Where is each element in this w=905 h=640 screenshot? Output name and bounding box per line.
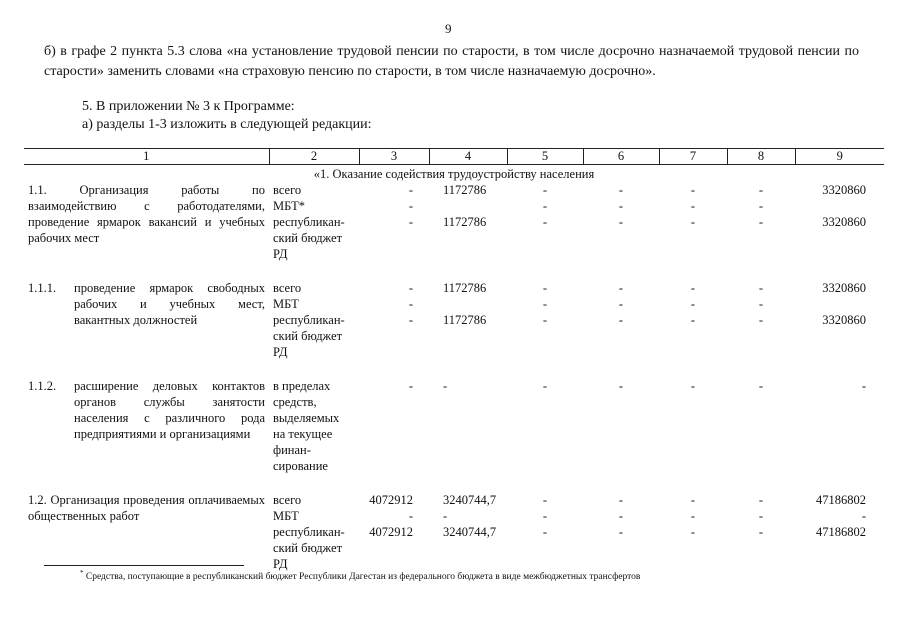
row-description-cell <box>24 492 269 572</box>
value-line: - <box>690 199 696 213</box>
value-line <box>731 328 791 344</box>
value-line <box>363 246 425 262</box>
value-line: - <box>758 509 764 523</box>
financing-source-line: средств, <box>273 395 317 409</box>
row-spacer <box>24 360 884 378</box>
value-line <box>799 540 880 556</box>
table-row <box>24 378 884 474</box>
financing-source-line: республикан- <box>273 313 345 327</box>
table-row <box>24 182 884 262</box>
paragraph-amendment-b: б) в графе 2 пункта 5.3 слова «на установление трудовой пенсии по старости, в том числе досрочно назначаемой трудовой пенсии по старости» заменить словами «на страховую пенсию по старости, в том числе назначаемую досрочно». <box>44 44 859 79</box>
value-line: - <box>408 215 413 229</box>
value-line: - <box>408 199 413 213</box>
value-cell-c8 <box>727 378 795 474</box>
footnote-text: Средства, поступающие в республиканский бюджет Республики Дагестан из федерального бюджета в виде межбюджетных трансфертов <box>85 572 641 583</box>
value-cell-c7 <box>659 182 727 262</box>
value-line: - <box>758 281 764 295</box>
value-cell-c3 <box>359 280 429 360</box>
value-line: - <box>690 215 696 229</box>
column-header: 3 <box>359 149 429 165</box>
value-line: - <box>690 525 696 539</box>
value-line: - <box>542 215 548 229</box>
value-cell-c5 <box>507 378 583 474</box>
value-line <box>731 344 791 360</box>
value-line: - <box>443 379 448 393</box>
value-cell-c4 <box>429 280 507 360</box>
financing-source-line: РД <box>273 345 288 359</box>
financing-source-cell <box>269 280 359 360</box>
item-number: 1.1.1. <box>28 281 57 295</box>
value-cell-c6 <box>583 182 659 262</box>
value-line: 3240744,7 <box>443 493 497 507</box>
value-line: - <box>408 183 413 197</box>
financing-source-line: ский бюджет <box>273 541 343 555</box>
value-cell-c6 <box>583 378 659 474</box>
value-line <box>363 328 425 344</box>
value-cell-c8 <box>727 182 795 262</box>
value-line <box>731 246 791 262</box>
value-line: - <box>690 379 696 393</box>
financing-source-line: республикан- <box>273 215 345 229</box>
item-description: проведение ярмарок свободных рабочих и учебных мест, вакантных должностей <box>74 281 265 327</box>
value-line <box>433 328 503 344</box>
value-line: - <box>618 313 624 327</box>
value-line: 1172786 <box>443 281 487 295</box>
value-cell-c3 <box>359 492 429 572</box>
value-cell-c4 <box>429 182 507 262</box>
footnote-mark: * <box>80 569 84 577</box>
financing-source-line: на текущее <box>273 427 333 441</box>
value-line: - <box>618 183 624 197</box>
financing-source-line: РД <box>273 557 288 571</box>
value-line: - <box>758 215 764 229</box>
row-spacer-cell <box>24 360 884 378</box>
value-line <box>799 328 880 344</box>
value-line <box>433 344 503 360</box>
column-header: 9 <box>795 149 884 165</box>
financing-source-line: всего <box>273 183 302 197</box>
paragraph-item-5: 5. В приложении № 3 к Программе: <box>82 99 295 114</box>
value-line: - <box>408 509 413 523</box>
item-description: 1.1. Организация работы по взаимодействию с работодателями, проведение ярмарок вакансий и учебных рабочих мест <box>28 183 265 245</box>
value-cell-c4 <box>429 492 507 572</box>
value-line <box>511 344 579 360</box>
value-line: - <box>690 493 696 507</box>
financing-source-line: РД <box>273 247 288 261</box>
value-line <box>799 246 880 262</box>
value-cell-c9 <box>795 378 884 474</box>
value-cell-c6 <box>583 492 659 572</box>
value-cell-c8 <box>727 492 795 572</box>
financing-source-cell <box>269 378 359 474</box>
value-line <box>799 296 880 312</box>
value-line <box>363 540 425 556</box>
value-cell-c5 <box>507 492 583 572</box>
value-line <box>731 556 791 572</box>
financing-source-line: сирование <box>273 459 328 473</box>
value-cell-c9 <box>795 182 884 262</box>
value-line <box>511 246 579 262</box>
value-cell-c3 <box>359 182 429 262</box>
value-line: - <box>618 525 624 539</box>
value-line <box>663 540 723 556</box>
value-line: - <box>618 199 624 213</box>
row-spacer <box>24 474 884 492</box>
value-cell-c7 <box>659 378 727 474</box>
value-line: - <box>758 313 764 327</box>
value-line: - <box>758 199 764 213</box>
value-line: - <box>542 313 548 327</box>
value-cell-c5 <box>507 182 583 262</box>
item-description: 1.2. Организация проведения оплачиваемых общественных работ <box>28 493 265 523</box>
column-header: 8 <box>727 149 795 165</box>
financing-source-line: МБТ <box>273 509 299 523</box>
value-line: - <box>542 525 548 539</box>
value-line <box>587 344 655 360</box>
footnote-divider <box>44 565 244 566</box>
value-line <box>663 246 723 262</box>
value-line <box>587 540 655 556</box>
table-header-row <box>24 149 884 165</box>
financing-source-line: всего <box>273 281 302 295</box>
value-line: - <box>408 379 413 393</box>
value-line <box>663 344 723 360</box>
value-line: - <box>408 297 413 311</box>
value-line <box>663 556 723 572</box>
value-line <box>587 246 655 262</box>
value-line: 3240744,7 <box>443 525 497 539</box>
value-line <box>511 328 579 344</box>
value-line <box>433 540 503 556</box>
value-line: 3320860 <box>822 215 866 229</box>
value-line: 3320860 <box>822 281 866 295</box>
financing-source-line: МБТ* <box>273 199 306 213</box>
value-line <box>511 540 579 556</box>
row-spacer <box>24 262 884 280</box>
value-line: - <box>758 525 764 539</box>
value-line <box>433 296 503 312</box>
value-line: - <box>690 313 696 327</box>
value-line: - <box>542 379 548 393</box>
value-line: - <box>861 379 866 393</box>
value-line: - <box>690 281 696 295</box>
value-line: - <box>542 509 548 523</box>
value-line: - <box>758 183 764 197</box>
value-line <box>799 556 880 572</box>
value-line <box>433 230 503 246</box>
value-line: 47186802 <box>816 525 866 539</box>
value-line <box>799 198 880 214</box>
row-description-cell <box>24 378 269 474</box>
program-table <box>24 148 884 572</box>
section-title-row <box>24 165 884 183</box>
value-cell-c7 <box>659 280 727 360</box>
value-line: 3320860 <box>822 313 866 327</box>
value-line: - <box>861 509 866 523</box>
value-cell-c6 <box>583 280 659 360</box>
financing-source-line: МБТ <box>273 297 299 311</box>
row-spacer-cell <box>24 262 884 280</box>
column-header: 6 <box>583 149 659 165</box>
value-cell-c4 <box>429 378 507 474</box>
value-line <box>433 246 503 262</box>
value-line: - <box>758 297 764 311</box>
value-line: - <box>690 509 696 523</box>
value-line <box>363 230 425 246</box>
value-line: - <box>690 183 696 197</box>
value-line: 1172786 <box>443 183 487 197</box>
value-line: 47186802 <box>816 493 866 507</box>
value-line <box>511 230 579 246</box>
value-line: - <box>542 183 548 197</box>
value-line <box>663 328 723 344</box>
value-line: - <box>618 493 624 507</box>
value-cell-c5 <box>507 280 583 360</box>
column-header: 7 <box>659 149 727 165</box>
value-line: - <box>408 281 413 295</box>
financing-source-cell <box>269 492 359 572</box>
financing-source-line: всего <box>273 493 302 507</box>
value-line: - <box>618 215 624 229</box>
value-line <box>363 344 425 360</box>
row-description-cell <box>24 280 269 360</box>
value-line: - <box>618 509 624 523</box>
value-line: - <box>542 199 548 213</box>
value-line: - <box>618 281 624 295</box>
value-cell-c9 <box>795 280 884 360</box>
table-row <box>24 492 884 572</box>
value-line <box>731 540 791 556</box>
value-cell-c7 <box>659 492 727 572</box>
value-line <box>587 328 655 344</box>
page-number: 9 <box>445 21 452 36</box>
sub-item <box>28 378 265 442</box>
value-line: 3320860 <box>822 183 866 197</box>
column-header: 5 <box>507 149 583 165</box>
section-title: «1. Оказание содействия трудоустройству населения <box>313 167 595 181</box>
financing-source-line: ский бюджет <box>273 329 343 343</box>
financing-source-line: республикан- <box>273 525 345 539</box>
value-line <box>799 230 880 246</box>
value-line: 4072912 <box>369 525 413 539</box>
value-line: - <box>542 493 548 507</box>
financing-source-line: ский бюджет <box>273 231 343 245</box>
value-line: - <box>618 379 624 393</box>
value-line <box>433 198 503 214</box>
column-header: 2 <box>269 149 359 165</box>
financing-source-line: финан- <box>273 443 311 457</box>
value-line: - <box>690 297 696 311</box>
value-line: - <box>443 509 448 523</box>
value-line: - <box>408 313 413 327</box>
value-line: 4072912 <box>369 493 413 507</box>
item-number: 1.1.2. <box>28 379 57 393</box>
value-line: - <box>542 281 548 295</box>
financing-source-line: в пределах <box>273 379 331 393</box>
item-description: расширение деловых контактов органов службы занятости населения с различного рода предприятиями и организациями <box>74 379 265 441</box>
value-line: - <box>758 379 764 393</box>
paragraph-item-a: а) разделы 1-3 изложить в следующей редакции: <box>82 117 372 132</box>
value-line <box>587 230 655 246</box>
value-line <box>731 230 791 246</box>
value-line <box>663 230 723 246</box>
financing-source-line: выделяемых <box>273 411 340 425</box>
value-line: - <box>618 297 624 311</box>
table-row <box>24 280 884 360</box>
value-line: - <box>542 297 548 311</box>
row-spacer-cell <box>24 474 884 492</box>
financing-source-cell <box>269 182 359 262</box>
footnote <box>80 569 640 582</box>
sub-item <box>28 280 265 328</box>
value-cell-c8 <box>727 280 795 360</box>
column-header: 1 <box>24 149 269 165</box>
row-description-cell <box>24 182 269 262</box>
value-cell-c9 <box>795 492 884 572</box>
value-line: - <box>758 493 764 507</box>
value-cell-c3 <box>359 378 429 474</box>
value-line <box>799 344 880 360</box>
value-line: 1172786 <box>443 215 487 229</box>
value-line: 1172786 <box>443 313 487 327</box>
column-header: 4 <box>429 149 507 165</box>
